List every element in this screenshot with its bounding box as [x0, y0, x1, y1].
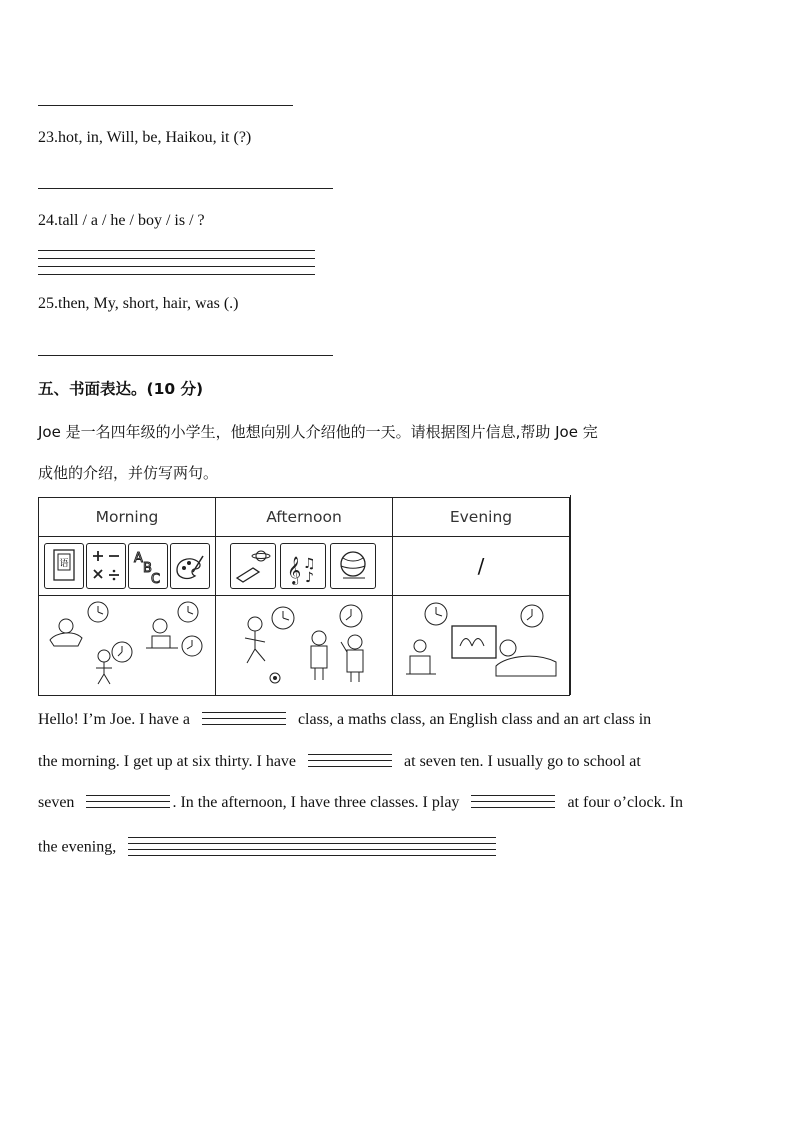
pe-ball-icon — [330, 543, 376, 589]
passage-text: . In the afternoon, I have three classes. I play — [172, 794, 460, 811]
afternoon-subjects — [216, 537, 393, 596]
passage-text: class, a maths class, an English class and an art class in — [297, 711, 652, 728]
afternoon-scene — [216, 596, 393, 696]
passage-text: the evening, — [38, 838, 117, 856]
section-heading: 五、书面表达。(10 分) — [38, 380, 204, 398]
blank-4[interactable] — [471, 795, 555, 813]
evening-scene-illustration — [396, 596, 566, 690]
passage-text: Hello! I’m Joe. I have a — [38, 711, 190, 728]
header-evening: Evening — [393, 498, 570, 537]
instruction-line-2: 成他的介绍，并仿写两句。 — [38, 464, 219, 482]
svg-text:B: B — [143, 561, 152, 576]
question-23: 23.hot, in, Will, be, Haikou, it (?) — [38, 129, 252, 146]
answer-line-23[interactable] — [38, 188, 333, 189]
music-notes-icon — [280, 543, 326, 589]
question-25: 25.then, My, short, hair, was (.) — [38, 295, 239, 312]
passage-line-3 — [38, 794, 683, 812]
svg-text:𝄞: 𝄞 — [287, 556, 302, 584]
answer-lines-24[interactable] — [38, 250, 315, 275]
svg-text:语: 语 — [59, 559, 69, 569]
answer-line-22[interactable] — [38, 105, 293, 106]
paint-palette-icon — [170, 543, 210, 589]
evening-subjects — [393, 537, 570, 596]
blank-5[interactable] — [128, 837, 496, 861]
header-morning: Morning — [39, 498, 216, 537]
blank-3[interactable] — [86, 795, 170, 813]
maths-symbols-icon — [86, 543, 126, 589]
svg-text:♪: ♪ — [305, 570, 314, 586]
passage-text: at seven ten. I usually go to school at — [404, 753, 641, 770]
header-afternoon: Afternoon — [216, 498, 393, 537]
science-rocket-icon — [230, 543, 276, 589]
chinese-book-icon — [44, 543, 84, 589]
passage-line-2 — [38, 753, 641, 771]
passage-line-4 — [38, 836, 496, 860]
schedule-table — [38, 497, 570, 696]
blank-1[interactable] — [202, 712, 286, 730]
table-right-border — [570, 495, 571, 695]
instruction-line-1: Joe 是一名四年级的小学生，他想向别人介绍他的一天。请根据图片信息,帮助 Joe 完 — [38, 423, 598, 441]
afternoon-scene-illustration — [219, 596, 389, 690]
passage-text: seven — [38, 794, 75, 811]
evening-scene — [393, 596, 570, 696]
morning-scene — [39, 596, 216, 696]
morning-scene-illustration — [42, 596, 212, 690]
passage-text: the morning. I get up at six thirty. I have — [38, 753, 297, 770]
passage-line-1 — [38, 711, 651, 729]
morning-subjects — [39, 537, 216, 596]
svg-text:A: A — [134, 551, 143, 566]
question-24: 24.tall / a / he / boy / is / ? — [38, 212, 205, 229]
slash-mark: / — [477, 554, 485, 578]
svg-text:C: C — [151, 572, 161, 587]
answer-line-25[interactable] — [38, 355, 333, 356]
passage-text: at four o’clock. In — [567, 794, 683, 811]
abc-letters-icon — [128, 543, 168, 589]
svg-text:♫: ♫ — [303, 556, 316, 572]
blank-2[interactable] — [308, 754, 392, 772]
